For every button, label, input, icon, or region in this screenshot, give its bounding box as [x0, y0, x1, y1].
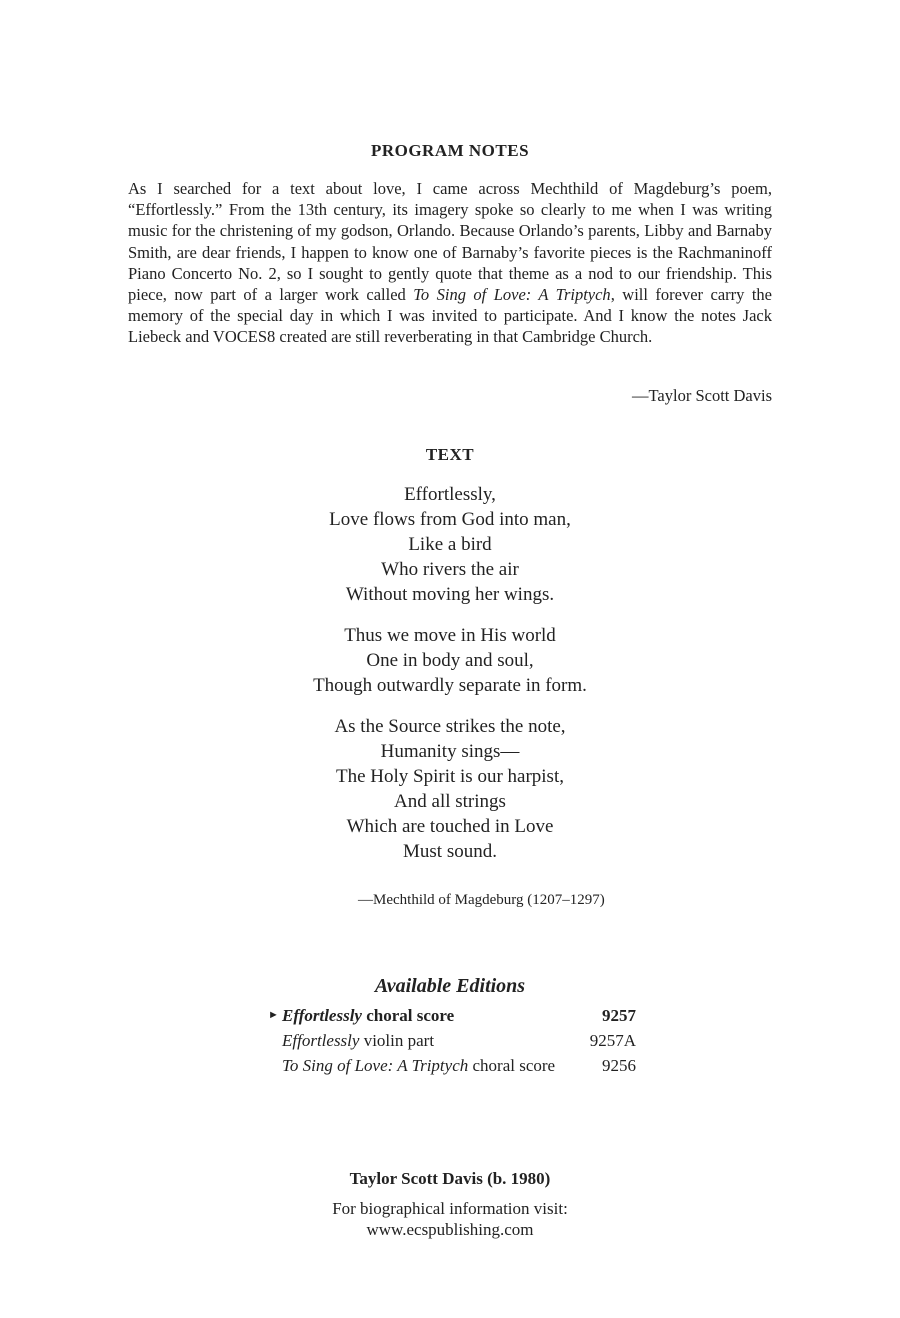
- edition-title-italic: To Sing of Love: A Triptych: [282, 1056, 469, 1075]
- edition-title-rest: choral score: [468, 1056, 556, 1075]
- poem-line: As the Source strikes the note,: [334, 716, 566, 737]
- poem-line: Though outwardly separate in form.: [313, 675, 587, 696]
- poem-line: Love flows from God into man,: [329, 509, 571, 530]
- poem-stanza: [0, 623, 900, 698]
- poem-line: And all strings: [394, 791, 506, 812]
- poem-credit: —Mechthild of Magdeburg (1207–1297): [358, 892, 605, 908]
- poem-line: Humanity sings—: [380, 741, 520, 762]
- bio-info-text: For biographical information visit:: [332, 1199, 568, 1218]
- paragraph-work-title: To Sing of Love: A Triptych: [413, 285, 611, 305]
- program-notes-heading: PROGRAM NOTES: [370, 141, 530, 160]
- edition-number: 9257: [602, 1006, 636, 1025]
- current-edition-arrow-icon: ►: [268, 1009, 279, 1021]
- paragraph-text-start: As I searched for a text about love, I came across Mechthild of Magdeburg’s poem, “Effortlessly.” From the 13th century, its imagery spoke so clearly to me when I was writing music for the christening of my godson, Orlando. Because Orlando’s parents, Libby and Barnaby Smith, are dear friends, I happen to know one of Barnaby’s favorite pieces is the Rachmaninoff Piano Concerto No. 2, so I sought to gently quote that theme as a nod to our friendship. This piece, now part of a larger work called: [128, 179, 772, 305]
- text-heading: TEXT: [425, 445, 475, 464]
- edition-title-rest: choral score: [361, 1006, 455, 1025]
- poem-stanza: [0, 482, 900, 607]
- paragraph-text-end: , will forever carry the memory of the special day in which I was invited to participate. And I know the notes Jack Liebeck and VOCES8 created are still reverberating in that Cambridge Church.: [128, 285, 773, 347]
- program-notes-paragraph: [128, 178, 772, 348]
- composer-name: Taylor Scott Davis (b. 1980): [349, 1169, 551, 1188]
- poem-line: Which are touched in Love: [346, 816, 554, 837]
- edition-row-current: [268, 1006, 636, 1030]
- publisher-url[interactable]: www.ecspublishing.com: [366, 1220, 534, 1239]
- poem-stanza: [0, 714, 900, 864]
- edition-title: [282, 1031, 434, 1051]
- edition-title: [282, 1056, 555, 1076]
- edition-title-italic: Effortlessly: [282, 1006, 362, 1025]
- program-notes-signature: —Taylor Scott Davis: [632, 386, 772, 405]
- edition-row: [268, 1056, 636, 1080]
- edition-row: [268, 1031, 636, 1055]
- poem-line: The Holy Spirit is our harpist,: [336, 766, 564, 787]
- edition-number: 9257A: [589, 1031, 636, 1050]
- poem-line: Must sound.: [403, 841, 497, 862]
- poem-line: One in body and soul,: [366, 650, 534, 671]
- edition-title: [282, 1006, 454, 1026]
- poem-line: Without moving her wings.: [345, 584, 555, 605]
- edition-title-rest: violin part: [359, 1031, 435, 1050]
- edition-title-italic: Effortlessly: [282, 1031, 360, 1050]
- poem-line: Like a bird: [408, 534, 492, 555]
- poem-line: Effortlessly,: [404, 484, 496, 505]
- edition-number: 9256: [602, 1056, 636, 1075]
- poem-line: Who rivers the air: [381, 559, 519, 580]
- poem-line: Thus we move in His world: [344, 625, 556, 646]
- available-editions-title: Available Editions: [374, 975, 526, 997]
